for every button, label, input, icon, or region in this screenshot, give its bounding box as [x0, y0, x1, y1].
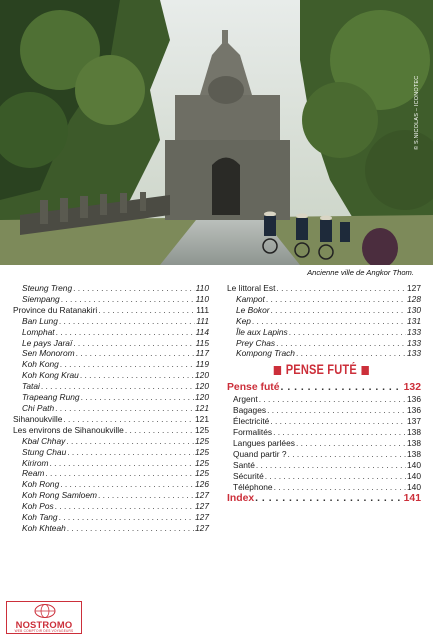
entry-page: 140: [407, 481, 421, 492]
leader-dots: [270, 416, 406, 427]
toc-entry[interactable]: [227, 471, 421, 482]
entry-title: Lomphat: [22, 326, 55, 337]
leader-dots: [59, 512, 194, 523]
leader-dots: [259, 394, 406, 405]
entry-title: Koh Rong: [22, 479, 60, 490]
entry-title: Koh Kong Krau: [22, 370, 79, 381]
leader-dots: [76, 348, 195, 359]
entry-title: Koh Rong Samloem: [22, 490, 97, 501]
entry-page: 128: [407, 293, 421, 304]
leader-dots: [256, 460, 406, 471]
entry-title: Le Bokor: [236, 304, 270, 315]
leader-dots: [98, 490, 194, 501]
leader-dots: [50, 458, 194, 469]
toc-entry[interactable]: [227, 394, 421, 405]
leader-dots: [267, 405, 406, 416]
entry-page: 136: [407, 405, 421, 416]
entry-page: 125: [195, 446, 209, 457]
toc-entry[interactable]: [227, 348, 421, 359]
leader-dots: [60, 479, 194, 490]
leader-dots: [45, 468, 194, 479]
entry-title: Le littoral Est: [227, 283, 276, 293]
leader-dots: [281, 381, 403, 394]
entry-title: Sen Monorom: [22, 348, 75, 359]
toc-entry[interactable]: [227, 427, 421, 438]
entry-title: Électricité: [233, 416, 270, 427]
toc-entry-index[interactable]: [227, 492, 421, 505]
entry-title: Prey Chas: [236, 337, 276, 348]
entry-title: Pense futé: [227, 382, 280, 394]
leader-dots: [276, 283, 406, 294]
entry-page: 130: [407, 304, 421, 315]
leader-dots: [98, 305, 195, 316]
heading-square-left: [273, 366, 280, 375]
leader-dots: [81, 392, 194, 403]
entry-title: Province du Ratanakiri: [13, 304, 98, 315]
toc-entry[interactable]: [13, 414, 209, 425]
leader-dots: [296, 438, 406, 449]
toc-entry[interactable]: [227, 294, 421, 305]
entry-page: 127: [195, 512, 209, 523]
entry-page: 126: [195, 479, 209, 490]
entry-page: 127: [195, 501, 209, 512]
leader-dots: [125, 425, 194, 436]
entry-title: Koh Tang: [22, 512, 58, 523]
entry-page: 132: [403, 382, 421, 394]
entry-page: 140: [407, 459, 421, 470]
entry-page: 138: [407, 437, 421, 448]
toc-entry[interactable]: [13, 458, 209, 469]
leader-dots: [266, 294, 406, 305]
entry-title: Argent: [233, 394, 258, 405]
leader-dots: [73, 338, 194, 349]
toc-entry[interactable]: [13, 436, 209, 447]
entry-title: Siempang: [22, 293, 60, 304]
entry-page: 110: [195, 283, 209, 293]
entry-page: 110: [195, 293, 209, 304]
entry-title: Koh Pos: [22, 501, 54, 512]
nostromo-logo: [6, 601, 82, 634]
leader-dots: [252, 316, 406, 327]
section-heading: [227, 362, 416, 378]
entry-page: 141: [403, 493, 421, 505]
leader-dots: [56, 327, 195, 338]
entry-page: 131: [407, 315, 421, 326]
toc-entry[interactable]: [227, 482, 421, 493]
leader-dots: [73, 283, 195, 294]
logo-tagline: WEB COMPTOIR DES VOYAGEURS: [14, 629, 74, 633]
leader-dots: [66, 436, 194, 447]
entry-page: 114: [195, 326, 209, 337]
toc-entry[interactable]: [227, 338, 421, 349]
leader-dots: [63, 414, 194, 425]
entry-page: 137: [407, 416, 421, 427]
leader-dots: [255, 492, 403, 505]
leader-dots: [274, 482, 406, 493]
toc-entry[interactable]: [13, 490, 209, 501]
entry-page: 117: [195, 348, 209, 359]
leader-dots: [288, 449, 406, 460]
entry-title: Sihanoukville: [13, 413, 63, 424]
entry-page: 127: [195, 522, 209, 533]
entry-title: Langues parlées: [233, 437, 295, 448]
toc-entry[interactable]: [13, 468, 209, 479]
leader-dots: [276, 338, 406, 349]
toc-entry[interactable]: [13, 359, 209, 370]
toc-entry[interactable]: [13, 370, 209, 381]
entry-title: Quand partir ?: [233, 448, 287, 459]
entry-page: 138: [407, 426, 421, 437]
toc-entry[interactable]: [13, 305, 209, 316]
entry-title: Kirirom: [22, 457, 49, 468]
toc-entry[interactable]: [227, 416, 421, 427]
leader-dots: [41, 381, 194, 392]
toc-entry[interactable]: [227, 460, 421, 471]
entry-title: Kampot: [236, 293, 265, 304]
entry-page: 136: [407, 394, 421, 405]
toc-entry[interactable]: [13, 294, 209, 305]
entry-page: 133: [407, 326, 421, 337]
entry-page: 121: [195, 402, 209, 413]
toc-entry[interactable]: [227, 316, 421, 327]
leader-dots: [67, 523, 194, 534]
toc-entry[interactable]: [13, 425, 209, 436]
logo-name: NOSTROMO: [15, 619, 73, 630]
toc-entry[interactable]: [227, 405, 421, 416]
entry-title: Formalités: [233, 426, 273, 437]
toc-entry[interactable]: [13, 316, 209, 327]
toc-entry[interactable]: [13, 447, 209, 458]
toc-entry[interactable]: [13, 338, 209, 349]
photo-credit: © S.NICOLAS – ICONOTEC: [414, 75, 420, 150]
section-heading-text: PENSE FUTÉ: [285, 362, 357, 378]
entry-page: 127: [407, 283, 421, 293]
leader-dots: [61, 294, 195, 305]
toc-entry[interactable]: [13, 501, 209, 512]
entry-page: 138: [407, 448, 421, 459]
entry-title: Santé: [233, 459, 255, 470]
leader-dots: [67, 447, 194, 458]
entry-page: 111: [196, 304, 209, 315]
entry-page: 120: [195, 381, 209, 392]
toc-entry[interactable]: [227, 327, 421, 338]
toc-entry-pense-fute[interactable]: [227, 381, 421, 394]
entry-title: Trapeang Rung: [22, 392, 80, 403]
globe-icon: [34, 604, 56, 618]
leader-dots: [55, 403, 194, 414]
entry-title: Steung Treng: [22, 283, 73, 293]
angkor-thom-photo: [0, 0, 433, 265]
toc-entry[interactable]: [13, 479, 209, 490]
entry-title: Chi Path: [22, 402, 55, 413]
photo-caption: Ancienne ville de Angkor Thom.: [307, 268, 414, 277]
entry-title: Stung Chau: [22, 446, 67, 457]
toc-entry[interactable]: [13, 348, 209, 359]
entry-title: Île aux Lapins: [236, 326, 288, 337]
leader-dots: [59, 316, 195, 327]
toc-entry[interactable]: [227, 449, 421, 460]
entry-page: 111: [196, 315, 209, 326]
toc-entry[interactable]: [13, 403, 209, 414]
leader-dots: [55, 501, 194, 512]
entry-title: Tatai: [22, 381, 40, 392]
entry-title: Le pays Jaraï: [22, 337, 73, 348]
toc-entry[interactable]: [13, 283, 209, 294]
leader-dots: [80, 370, 194, 381]
entry-page: 127: [195, 490, 209, 501]
entry-page: 120: [195, 392, 209, 403]
entry-title: Bagages: [233, 405, 267, 416]
entry-title: Kbal Chhay: [22, 435, 66, 446]
entry-title: Téléphone: [233, 481, 273, 492]
toc-entry[interactable]: [13, 523, 209, 534]
toc-right-column: [227, 283, 421, 505]
toc-entry[interactable]: [227, 438, 421, 449]
entry-title: Ream: [22, 468, 45, 479]
entry-page: 140: [407, 470, 421, 481]
leader-dots: [60, 359, 195, 370]
toc-entry[interactable]: [13, 381, 209, 392]
entry-page: 125: [195, 468, 209, 479]
entry-title: Kompong Trach: [236, 348, 295, 359]
toc-entry[interactable]: [227, 283, 421, 294]
leader-dots: [271, 305, 406, 316]
entry-title: Ban Lung: [22, 315, 58, 326]
entry-page: 133: [407, 348, 421, 359]
entry-page: 125: [195, 424, 209, 435]
toc-left-column: [13, 283, 209, 534]
entry-title: Kep: [236, 315, 251, 326]
heading-square-right: [362, 366, 369, 375]
leader-dots: [273, 427, 406, 438]
toc-entry[interactable]: [227, 305, 421, 316]
entry-title: Sécurité: [233, 470, 264, 481]
entry-page: 121: [195, 413, 209, 424]
leader-dots: [296, 348, 406, 359]
entry-page: 115: [195, 337, 209, 348]
entry-page: 120: [195, 370, 209, 381]
entry-title: Les environs de Sihanoukville: [13, 424, 124, 435]
entry-title: Koh Khteah: [22, 522, 66, 533]
entry-page: 125: [195, 457, 209, 468]
entry-title: Index: [227, 493, 255, 505]
entry-page: 125: [195, 435, 209, 446]
toc-entry[interactable]: [13, 327, 209, 338]
entry-page: 119: [195, 359, 209, 370]
toc-entry[interactable]: [13, 392, 209, 403]
entry-title: Koh Kong: [22, 359, 59, 370]
leader-dots: [265, 471, 406, 482]
entry-page: 133: [407, 337, 421, 348]
leader-dots: [289, 327, 406, 338]
toc-entry[interactable]: [13, 512, 209, 523]
